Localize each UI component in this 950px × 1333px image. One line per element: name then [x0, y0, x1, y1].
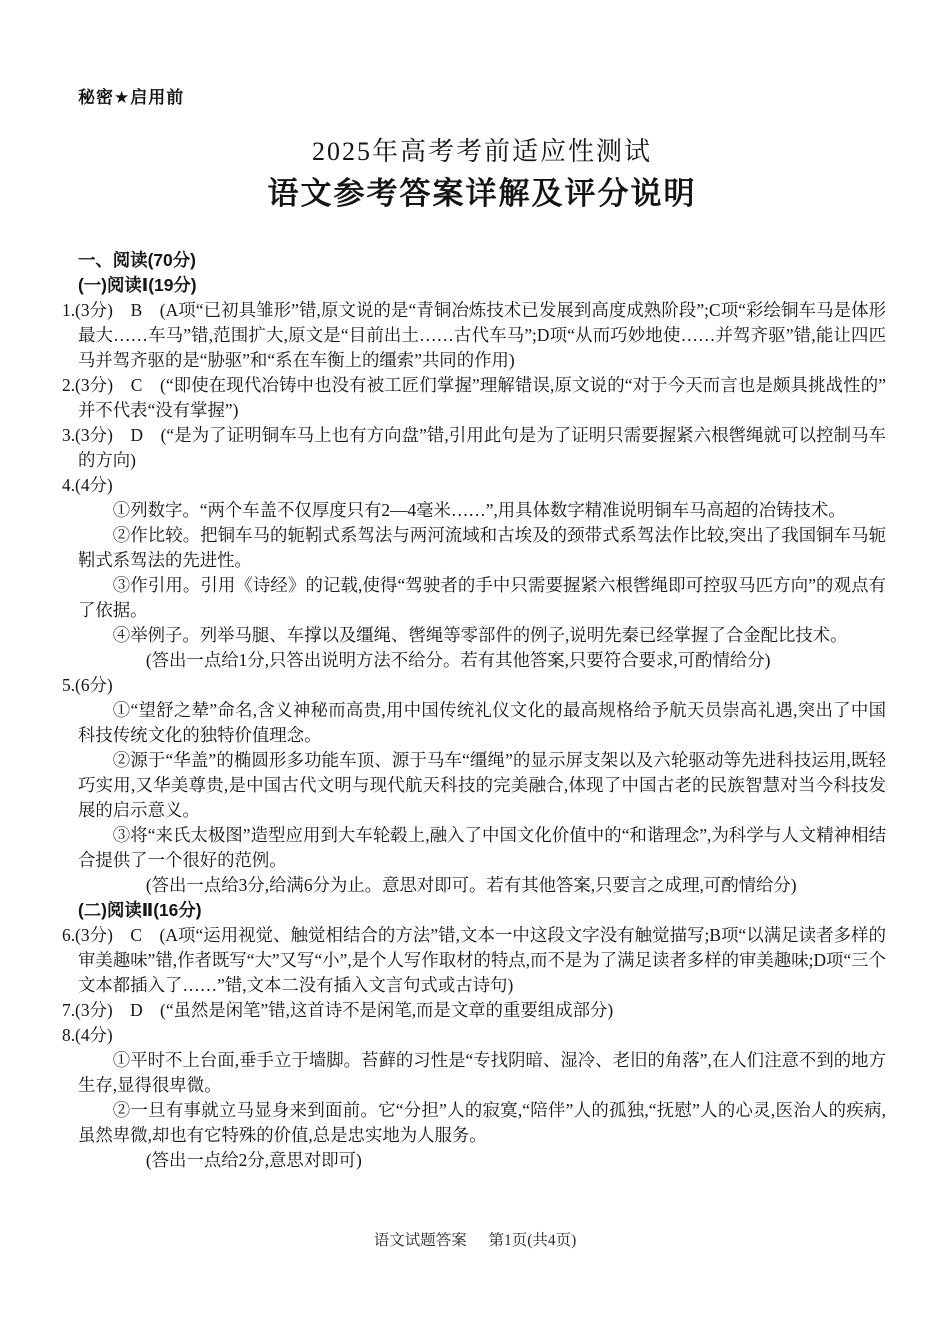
answer-item: 1.(3分) B (A项“已初具雏形”错,原文说的是“青铜冶炼技术已发展到高度成熟阶段”;C项“彩绘铜车马是体形最大……车马”错,范围扩大,原文是“目前出土……古代车马”;D项“从而巧妙地使……并驾齐驱”错,能让四匹马并驾齐驱的是“胁驱”和“系在车衡上的缰索”共同的作用) — [62, 300, 886, 370]
answer-detail: ②源于“华盖”的椭圆形多功能车顶、源于马车“缰绳”的显示屏支架以及六轮驱动等先进科技运用,既轻巧实用,又华美尊贵,是中国古代文明与现代航天科技的完美融合,体现了中国古老的民族智慧对当今科技发展的启示意义。 — [78, 750, 886, 820]
answer-detail: ④举例子。列举马腿、车撑以及缰绳、辔绳等零部件的例子,说明先秦已经掌握了合金配比技术。 — [112, 625, 848, 645]
footer-doc-label: 语文试题答案 — [373, 1232, 467, 1249]
answer-item: 4.(4分) — [62, 475, 113, 495]
document-title: 语文参考答案详解及评分说明 — [267, 176, 697, 211]
answer-detail: ①平时不上台面,垂手立于墙脚。苔藓的习性是“专找阴暗、湿冷、老旧的角落”,在人们注意不到的地方生存,显得很卑微。 — [78, 1050, 886, 1095]
answer-item: 2.(3分) C (“即使在现代冶铸中也没有被工匠们掌握”理解错误,原文说的“对于今天而言也是颇具挑战性的”并不代表“没有掌握”) — [62, 375, 886, 420]
answer-detail: ③将“来氏太极图”造型应用到大车轮毂上,融入了中国文化价值中的“和谐理念”,为科学与人文精神相结合提供了一个很好的范例。 — [78, 825, 886, 870]
scoring-note: (答出一点给2分,意思对即可) — [145, 1150, 362, 1170]
answer-detail: ①“望舒之辇”命名,含义神秘而高贵,用中国传统礼仪文化的最高规格给予航天员崇高礼遇,突出了中国科技传统文化的独特价值理念。 — [78, 700, 886, 745]
subsection-heading: (一)阅读Ⅰ(19分) — [78, 275, 197, 295]
scoring-note: (答出一点给1分,只答出说明方法不给分。若有其他答案,只要符合要求,可酌情给分) — [145, 650, 771, 670]
footer-page-number: 第1页(共4页) — [488, 1232, 577, 1249]
scoring-note: (答出一点给3分,给满6分为止。意思对即可。若有其他答案,只要言之成理,可酌情给分) — [145, 875, 797, 895]
answer-item: 3.(3分) D (“是为了证明铜车马上也有方向盘”错,引用此句是为了证明只需要握紧六根辔绳就可以控制马车的方向) — [62, 425, 886, 470]
subsection-heading: (二)阅读Ⅱ(16分) — [78, 900, 202, 920]
exam-title: 2025年高考考前适应性测试 — [311, 137, 652, 166]
title-block — [78, 136, 886, 214]
page-footer — [0, 1228, 950, 1250]
answer-detail: ①列数字。“两个车盖不仅厚度只有2—4毫米……”,用具体数字精准说明铜车马高超的冶铸技术。 — [112, 500, 846, 520]
answer-content — [62, 248, 886, 1173]
answer-detail: ②一旦有事就立马显身来到面前。它“分担”人的寂寞,“陪伴”人的孤独,“抚慰”人的心灵,医治人的疾病,虽然卑微,却也有它特殊的价值,总是忠实地为人服务。 — [78, 1100, 886, 1145]
answer-item: 6.(3分) C (A项“运用视觉、触觉相结合的方法”错,文本一中这段文字没有触觉描写;B项“以满足读者多样的审美趣味”错,作者既写“大”又写“小”,是个人写作取材的特点,而不是为了满足读者多样的审美趣味;D项“三个文本都插入了……”错,文本二没有插入文言句式或古诗句) — [62, 925, 886, 995]
answer-detail: ②作比较。把铜车马的轭靷式系驾法与两河流域和古埃及的颈带式系驾法作比较,突出了我国铜车马轭靷式系驾法的先进性。 — [78, 525, 886, 570]
answer-item: 8.(4分) — [62, 1025, 113, 1045]
answer-item: 7.(3分) D (“虽然是闲笔”错,这首诗不是闲笔,而是文章的重要组成部分) — [62, 1000, 614, 1020]
section-heading: 一、阅读(70分) — [78, 250, 196, 270]
answer-item: 5.(6分) — [62, 675, 113, 695]
answer-detail: ③作引用。引用《诗经》的记载,使得“驾驶者的手中只需要握紧六根辔绳即可控驭马匹方向”的观点有了依据。 — [78, 575, 886, 620]
classification-label: 秘密★启用前 — [78, 88, 185, 107]
